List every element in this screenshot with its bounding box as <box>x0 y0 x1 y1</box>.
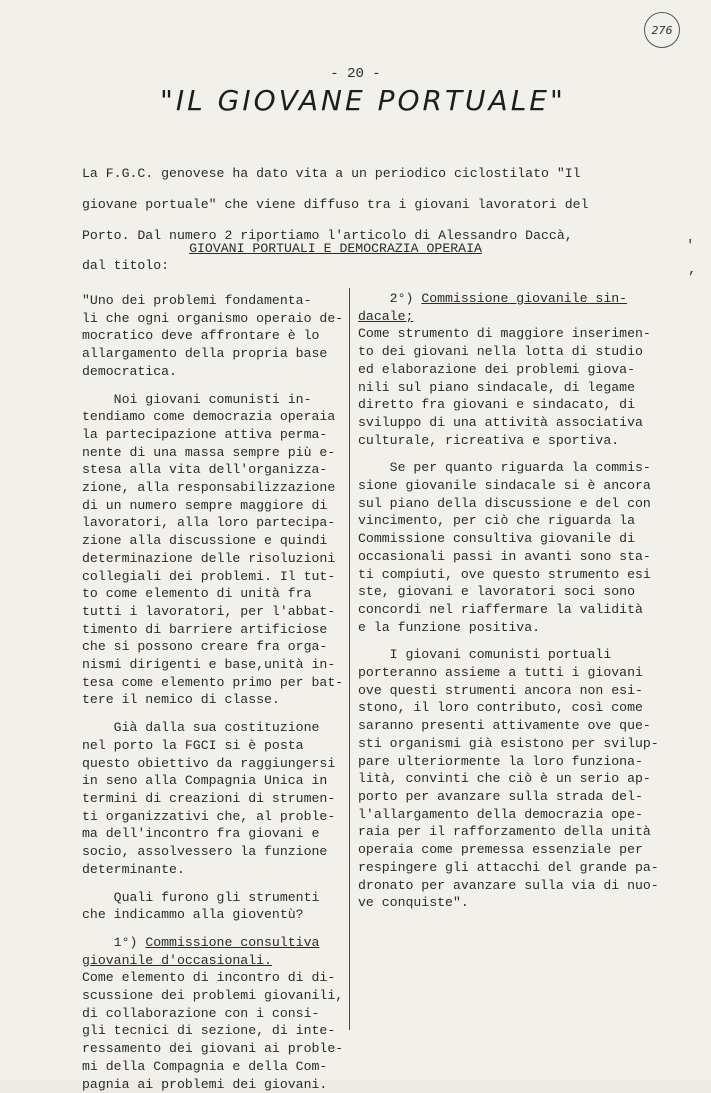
text-line: nel porto la FGCI si è posta <box>82 737 304 753</box>
text-line: tesa come elemento primo per bat- <box>82 674 344 690</box>
intro-line: dal titolo: <box>82 258 170 274</box>
text-line: pagnia ai problemi dei giovani. <box>82 1076 328 1092</box>
right-column <box>358 290 658 912</box>
text-line: dronato per avanzare sulla via di nuo- <box>358 877 659 893</box>
text-line: Commissione consultiva giovanile di <box>358 531 635 547</box>
text-line: nili sul piano sindacale, di legame <box>358 379 635 395</box>
handwritten-title: "IL GIOVANE PORTUALE" <box>160 84 566 117</box>
text-line: che si possono creare fra orga- <box>82 639 328 655</box>
text-line: Se per quanto riguarda la commis- <box>358 460 651 476</box>
intro-line: Porto. Dal numero 2 riportiamo l'articolo di Alessandro Daccà, <box>82 227 573 243</box>
text-line: ste, giovani e lavoratori soci sono <box>358 584 635 600</box>
text-line: porto per avanzare sulla strada del- <box>358 788 643 804</box>
paragraph <box>358 646 658 912</box>
text-line: ma dell'incontro fra giovani e <box>82 826 320 842</box>
text-line: ove questi strumenti ancora non esi- <box>358 682 643 698</box>
text-line: vincimento, per ciò che riguarda la <box>358 513 635 529</box>
paragraph <box>82 719 348 878</box>
text-line: collegiali dei problemi. Il tut- <box>82 568 336 584</box>
text-line: diretto fra giovani e sindacato, di <box>358 397 635 413</box>
text-line: I giovani comunisti portuali <box>358 647 612 663</box>
left-column <box>82 292 348 1093</box>
text-line: to dei giovani nella lotta di studio <box>358 344 643 360</box>
intro-line: La F.G.C. genovese ha dato vita a un periodico ciclostilato "Il <box>82 166 581 182</box>
margin-mark: , <box>688 262 697 278</box>
text-line: Come strumento di maggiore inserimen- <box>358 326 651 342</box>
paragraph <box>358 459 658 636</box>
text-line: stesa alla vita dell'organizza- <box>82 462 328 478</box>
text-line: sul piano della discussione e del con <box>358 495 651 511</box>
text-line: occasionali passi in avanti sono sta- <box>358 548 651 564</box>
text-line: lità, convinti che ciò è un serio ap- <box>358 771 651 787</box>
margin-mark: ' <box>686 238 695 254</box>
text-line: respingere gli attacchi del grande pa- <box>358 859 659 875</box>
intro-line: giovane portuale" che viene diffuso tra i giovani lavoratori del <box>82 196 589 212</box>
text-line: Noi giovani comunisti in- <box>82 391 312 407</box>
item1-heading: 1°) Commissione consultiva <box>82 934 320 950</box>
text-line: ti organizzativi che, al proble- <box>82 808 336 824</box>
intro-paragraph <box>82 152 642 288</box>
text-line: termini di creazioni di strumen- <box>82 790 336 806</box>
text-line: zione alla discussione e quindi <box>82 533 328 549</box>
item1-heading-cont: giovanile d'occasionali. <box>82 952 272 968</box>
text-line: questo obiettivo da raggiungersi <box>82 755 336 771</box>
text-line: li che ogni organismo operaio de- <box>82 310 344 326</box>
text-line: ressamento dei giovani ai proble- <box>82 1041 344 1057</box>
text-line: porteranno assieme a tutti i giovani <box>358 665 643 681</box>
text-line: Quali furono gli strumenti <box>82 889 320 905</box>
text-line: allargamento della propria base <box>82 346 328 362</box>
text-line: Come elemento di incontro di di- <box>82 970 336 986</box>
article-title: GIOVANI PORTUALI E DEMOCRAZIA OPERAIA <box>189 241 482 256</box>
text-line: di collaborazione con i consi- <box>82 1005 320 1021</box>
text-line: in seno alla Compagnia Unica in <box>82 773 328 789</box>
text-line: timento di barriere artificiose <box>82 621 328 637</box>
text-line: saranno presenti attivamente ove que- <box>358 718 651 734</box>
text-line: che indicammo alla gioventù? <box>82 907 304 923</box>
paragraph <box>82 292 348 381</box>
text-line: ti compiuti, ove questo strumento esi <box>358 566 651 582</box>
text-line: nente di una massa sempre più e- <box>82 444 336 460</box>
text-line: lavoratori, alla loro partecipa- <box>82 515 336 531</box>
text-line: "Uno dei problemi fondamenta- <box>82 293 312 308</box>
item2-heading-cont: dacale; <box>358 308 414 324</box>
text-line: nismi dirigenti e base,unità in- <box>82 657 336 673</box>
text-line: sviluppo di una attività associativa <box>358 414 643 430</box>
text-line: democratica. <box>82 363 177 379</box>
text-line: stono, il loro contributo, così come <box>358 700 643 716</box>
item2-heading: 2°) Commissione giovanile sin- <box>358 291 628 306</box>
text-line: mocratico deve affrontare è lo <box>82 328 320 344</box>
text-line: operaia come premessa essenziale per <box>358 842 643 858</box>
text-line: tendiamo come democrazia operaia <box>82 409 336 425</box>
text-line: concordi nel riaffermare la validità <box>358 601 643 617</box>
text-line: zione, alla responsabilizzazione <box>82 480 336 496</box>
text-line: l'allargamento della democrazia ope- <box>358 806 643 822</box>
text-line: ve conquiste". <box>358 895 469 911</box>
paragraph <box>82 889 348 924</box>
text-line: gli tecnici di sezione, di inte- <box>82 1023 336 1039</box>
text-line: tere il nemico di classe. <box>82 692 280 708</box>
text-line: di un numero sempre maggiore di <box>82 497 328 513</box>
text-line: e la funzione positiva. <box>358 619 541 635</box>
text-line: pare ulteriormente la loro funziona- <box>358 753 643 769</box>
text-line: culturale, ricreativa e sportiva. <box>358 432 620 448</box>
text-line: to come elemento di unità fra <box>82 586 312 602</box>
text-line: determinante. <box>82 861 185 877</box>
text-line: sti organismi già esistono per svilup- <box>358 735 659 751</box>
text-line: Già dalla sua costituzione <box>82 720 320 736</box>
text-line: determinazione delle risoluzioni <box>82 550 336 566</box>
text-line: tutti i lavoratori, per l'abbat- <box>82 603 336 619</box>
paragraph <box>82 391 348 710</box>
text-line: socio, assolvessero la funzione <box>82 844 328 860</box>
page-number: - 20 - <box>330 66 381 82</box>
text-line: ed elaborazione dei problemi giova- <box>358 361 635 377</box>
column-divider <box>349 288 350 1030</box>
archive-stamp: 276 <box>644 12 680 48</box>
text-line: sione giovanile sindacale si è ancora <box>358 478 651 494</box>
text-line: la partecipazione attiva perma- <box>82 426 328 442</box>
text-line: mi della Compagnia e della Com- <box>82 1058 328 1074</box>
text-line: raia per il rafforzamento della unità <box>358 824 651 840</box>
text-line: scussione dei problemi giovanili, <box>82 988 344 1004</box>
